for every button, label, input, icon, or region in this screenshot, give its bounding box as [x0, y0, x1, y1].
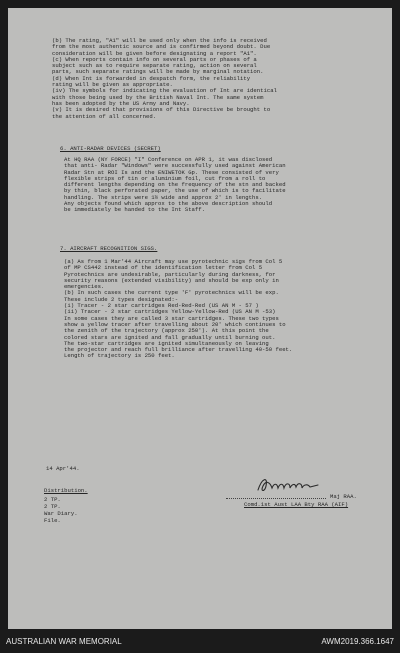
text-line: the attention of all concerned.: [52, 112, 157, 120]
distribution-heading: Distribution.: [44, 487, 88, 494]
footer-institution: AUSTRALIAN WAR MEMORIAL: [6, 637, 122, 646]
text-line: security reasons (extended visibility) and should be exp only in: [64, 276, 279, 284]
text-line: Any objects found which approx to the above description should: [64, 200, 273, 208]
text-line: handling. The strips were 1½ wide and approx 2' in lengths.: [64, 193, 263, 201]
text-line: the projector and reach full brilliance after travelling 40-50 feet.: [64, 346, 293, 354]
archive-footer: [0, 629, 400, 653]
paragraph-evaluation-notes: [52, 38, 277, 120]
document-date: 14 Apr'44.: [46, 465, 80, 472]
text-line: Pyrotechnics are undesirable, particularly during darkness, for: [64, 270, 276, 278]
text-line: (i) Tracer - 2 star cartridges Red-Red-Red (US AN M - 57 ): [64, 302, 259, 310]
text-line: colored stars are ignited and fall gradually until burning out.: [64, 333, 276, 341]
text-line: of MP CS442 instead of the identification letter from Col 5: [64, 264, 263, 272]
section-7-body: [64, 259, 292, 360]
text-line: flexible strips of tin or aluminium foil, cut from a roll to: [64, 174, 266, 182]
text-line: different lengths depending on the frequency of the stn and backed: [64, 181, 286, 189]
handwritten-signature: [254, 474, 324, 496]
text-line: with those being used by the British Naval Int. The same system: [52, 93, 264, 101]
signatory-rank: Maj RAA.: [330, 493, 357, 500]
text-line: Radar Stn at ROI Is and the ENIWETOK Gp. These consisted of very: [64, 168, 279, 176]
signature-line: [226, 498, 326, 499]
section-6-body: [64, 157, 286, 214]
text-line: consideration will be given before designating a report "A1".: [52, 49, 257, 57]
text-line: (d) When Int is forwarded in despatch form, the reliability: [52, 74, 251, 82]
text-line: from the most authentic source and is confirmed beyond doubt. Due: [52, 43, 271, 51]
text-line: (v) It is desired that provisions of this Directive be brought to: [52, 106, 271, 114]
signatory-unit: Comd.1st Aust LAA Bty RAA (AIF): [244, 501, 349, 508]
text-line: that anti- Radar "Windows" were successfully used against American: [64, 162, 286, 170]
section-7-heading: 7. AIRCRAFT RECOGNITION SIGS.: [60, 245, 158, 252]
text-line: (b) In such cases the current type 'F' pyrotechnics will be exp.: [64, 289, 279, 297]
distribution-item: War Diary.: [44, 510, 78, 517]
text-line: The two-star cartridges are ignited simultaneously on leaving: [64, 339, 269, 347]
section-6-heading: 6. ANTI-RADAR DEVICES (SECRET): [60, 145, 161, 152]
text-line: emergencies.: [64, 283, 105, 291]
text-line: (c) When reports contain info on several parts or phases of a: [52, 55, 257, 63]
text-line: (iv) The symbols for indicating the evaluation of Int are identical: [52, 87, 277, 95]
text-line: subject such as to require separate rating, action on several: [52, 62, 257, 70]
text-line: (a) As from 1 Mar'44 Aircraft may use pyrotechnic sigs from Col 5: [64, 258, 283, 265]
distribution-item: 2 TP.: [44, 496, 61, 503]
text-line: Length of trajectory is 250 feet.: [64, 352, 175, 360]
text-line: rating will be given as appropriate.: [52, 81, 173, 89]
footer-accession-number: AWM2019.366.1647: [321, 637, 394, 646]
document-page: [8, 8, 392, 629]
text-line: In some cases they are called 3 star cartridges. These two types: [64, 314, 279, 322]
text-line: These include 2 types designated:-: [64, 295, 179, 303]
text-line: be immediately be handed to the Int Staff.: [64, 206, 205, 214]
text-line: the zenith of the trajectory (approx 250'). At this point the: [64, 327, 269, 335]
text-line: (b) The rating, "A1" will be used only when the info is received: [52, 37, 267, 44]
text-line: has been adopted by the US Army and Navy.: [52, 99, 190, 107]
text-line: At HQ RAA (NY FORCE) "I" Conference on APR 1, it was disclosed: [64, 156, 273, 163]
text-line: parts, such separate ratings will be made by marginal notation.: [52, 68, 264, 76]
text-line: (ii) Tracer - 2 star cartridges Yellow-Yellow-Red (US AN M -53): [64, 308, 276, 316]
text-line: by thin, black perforated paper, the use of which is to facilitate: [64, 187, 286, 195]
distribution-item: File.: [44, 517, 61, 524]
text-line: show a yellow tracer after travelling about 20' which continues to: [64, 320, 286, 328]
distribution-item: 2 TP.: [44, 503, 61, 510]
